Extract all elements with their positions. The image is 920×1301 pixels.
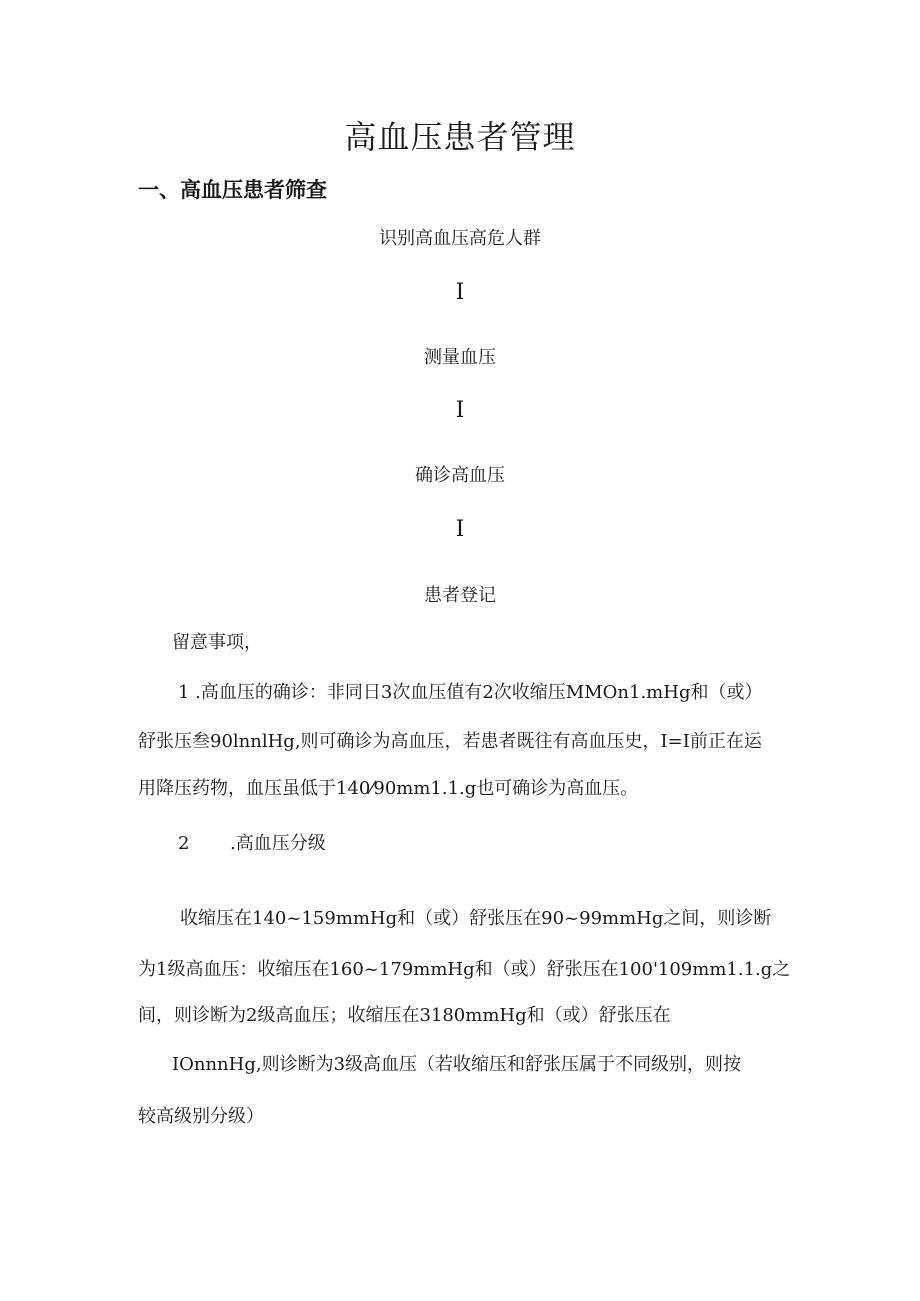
flow-arrow-3: I <box>455 517 465 542</box>
flow-arrow-1: I <box>455 280 465 305</box>
grading-line1: 收缩压在140~159mmHg和（或）舒张压在90~99mmHg之间，则诊断 <box>180 908 772 929</box>
grading-line4: IOnnnHg,则诊断为3级高血压（若收缩压和舒张压属于不同级别，则按 <box>172 1054 742 1075</box>
flow-step-measure: 测量血压 <box>424 347 496 368</box>
grading-line3: 间，则诊断为2级高血压；收缩压在3180mmHg和（或）舒张压在 <box>138 1005 671 1026</box>
notes-label: 留意事项， <box>172 632 262 653</box>
item1-line1: 1 .高血压的确诊：非同日3次血压值有2次收缩压MMOn1.mHg和（或） <box>178 682 763 703</box>
item2-number: 2 <box>178 833 190 854</box>
grading-line2: 为1级高血压：收缩压在160~179mmHg和（或）舒张压在100'109mm1.1.g之 <box>138 959 791 980</box>
item1-line2: 舒张压叁90lnnlHg,则可确诊为高血压，若患者既往有高血压史，I=I前正在运 <box>138 731 762 752</box>
grading-line5: 较高级别分级） <box>138 1106 264 1127</box>
item1-line3: 用降压药物，血压虽低于140⁄90mm1.1.g也可确诊为高血压。 <box>138 778 639 799</box>
flow-arrow-2: I <box>455 398 465 423</box>
flow-step-diagnose: 确诊高血压 <box>415 465 505 486</box>
flow-step-identify: 识别高血压高危人群 <box>379 228 541 249</box>
section-heading: 一、高血压患者筛查 <box>138 178 327 202</box>
item2-label: .高血压分级 <box>230 833 326 854</box>
page-title: 高血压患者管理 <box>344 118 576 156</box>
flow-step-register: 患者登记 <box>424 585 496 606</box>
